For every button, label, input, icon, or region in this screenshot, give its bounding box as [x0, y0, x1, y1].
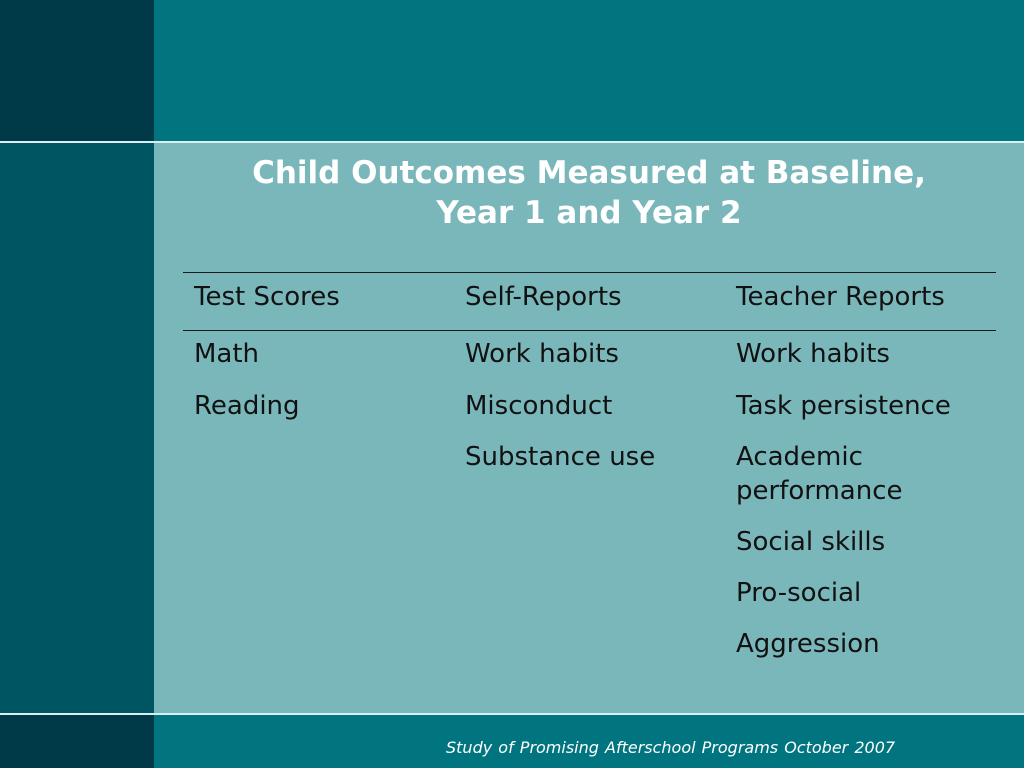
table-cell: Social skills — [736, 527, 886, 557]
top-band — [154, 0, 1024, 141]
table-cell: Math — [194, 339, 260, 369]
slide-title — [154, 153, 1024, 233]
table-cell: Task persistence — [736, 391, 951, 421]
title-line-1: Child Outcomes Measured at Baseline, — [252, 155, 926, 191]
table-top-rule — [183, 272, 996, 273]
top-divider-line — [0, 141, 1024, 143]
header-self-reports: Self-Reports — [465, 282, 622, 312]
left-side-band — [0, 143, 154, 713]
left-top-block — [0, 0, 154, 141]
header-test-scores: Test Scores — [194, 282, 340, 312]
table-cell: Work habits — [465, 339, 619, 369]
table-cell: Misconduct — [465, 391, 613, 421]
table-header-rule — [183, 330, 996, 331]
table-cell: Substance use — [465, 442, 656, 472]
bottom-divider-line — [0, 713, 1024, 715]
left-bottom-block — [0, 715, 154, 768]
table-cell: Reading — [194, 391, 300, 421]
table-cell: Aggression — [736, 629, 880, 659]
footer-citation: Study of Promising Afterschool Programs October 2007 — [446, 738, 896, 757]
table-cell: Academic performance — [736, 442, 903, 506]
title-line-2: Year 1 and Year 2 — [436, 195, 742, 231]
table-cell: Work habits — [736, 339, 890, 369]
header-teacher-reports: Teacher Reports — [736, 282, 945, 312]
table-cell: Pro-social — [736, 578, 862, 608]
